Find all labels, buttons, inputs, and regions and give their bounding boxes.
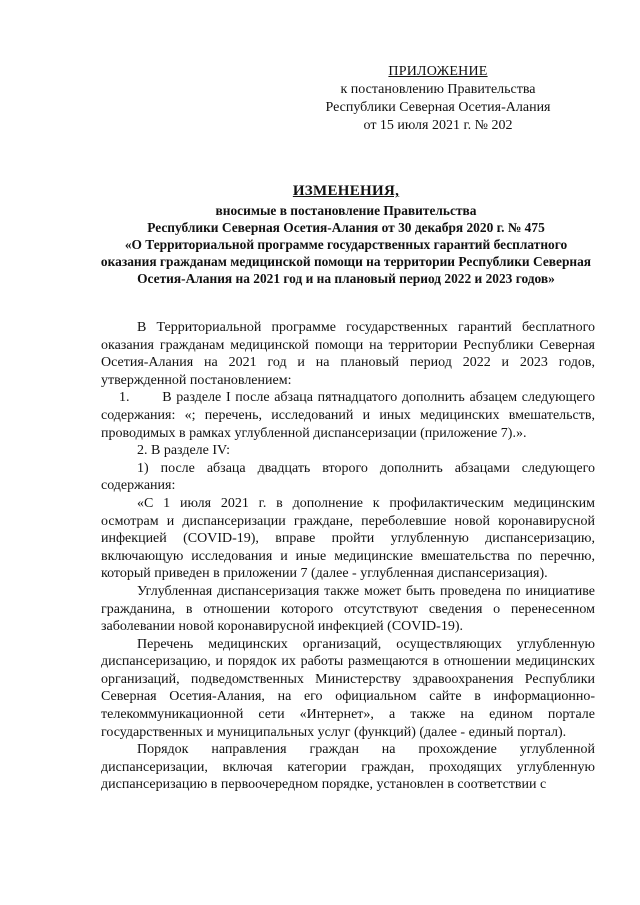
paragraph: В Территориальной программе государственных гарантий бесплатного оказания гражданам медицинской помощи на территории Республики Северная Осетия-Алания на 2021 год и на плановый период 2022 и 2023 годов, утвержденной постановлением: xyxy=(101,320,595,388)
appendix-line: от 15 июля 2021 г. № 202 xyxy=(363,118,513,133)
document-heading xyxy=(96,183,596,287)
paragraph: 1) после абзаца двадцать второго дополнить абзацами следующего содержания: xyxy=(101,460,595,494)
heading-line: Республики Северная Осетия-Алания от 30 декабря 2020 г. № 475 xyxy=(147,220,545,235)
heading-line: вносимые в постановление Правительства xyxy=(215,203,477,218)
appendix-block xyxy=(288,63,588,135)
paragraph: «С 1 июля 2021 г. в дополнение к профилактическим медицинским осмотрам и диспансеризации граждане, переболевшие новой коронавирусной инфекцией (COVID-19), вправе пройти углубленную диспансеризацию, включающую исследования и иные медицинские вмешательства по перечню, который приведен в приложении 7 (далее - углубленная диспансеризация). xyxy=(101,495,595,582)
paragraph: Углубленная диспансеризация также может быть проведена по инициативе гражданина, в отношении которого отсутствуют сведения о перенесенном заболевании новой коронавирусной инфекцией (COVID-19). xyxy=(101,583,595,635)
appendix-line: Республики Северная Осетия-Алания xyxy=(325,100,551,115)
heading-title: ИЗМЕНЕНИЯ, xyxy=(292,183,400,199)
paragraph: Перечень медицинских организаций, осуществляющих углубленную диспансеризацию, и порядок их работы размещаются в отношении медицинских организаций, подведомственных Министерству здравоохранения Республики Северная Осетия-Алания, на его официальном сайте в информационно-телекоммуникационной сети «Интернет», а также на едином портале государственных и муниципальных услуг (функций) (далее - единый портал). xyxy=(101,636,595,740)
paragraph: Порядок направления граждан на прохождение углубленной диспансеризации, включая категории граждан, проходящих углубленную диспансеризацию в первоочередном порядке, установлен в соответствии с xyxy=(101,742,595,793)
paragraph: 1. В разделе I после абзаца пятнадцатого дополнить абзацем следующего содержания: «; перечень, исследований и иных медицинских вмешательств, проводимых в рамках углубленной диспансеризации (приложение 7).». xyxy=(101,390,595,441)
document-body xyxy=(101,319,595,794)
paragraph: 2. В разделе IV: xyxy=(137,443,230,459)
appendix-title: ПРИЛОЖЕНИЕ xyxy=(388,64,488,79)
appendix-line: к постановлению Правительства xyxy=(340,82,536,97)
heading-line: «О Территориальной программе государственных гарантий бесплатного оказания гражданам медицинской помощи на территории Республики Северная Осетия-Алания на 2021 год и на плановый период 2022 и 2023 годов» xyxy=(100,237,592,286)
